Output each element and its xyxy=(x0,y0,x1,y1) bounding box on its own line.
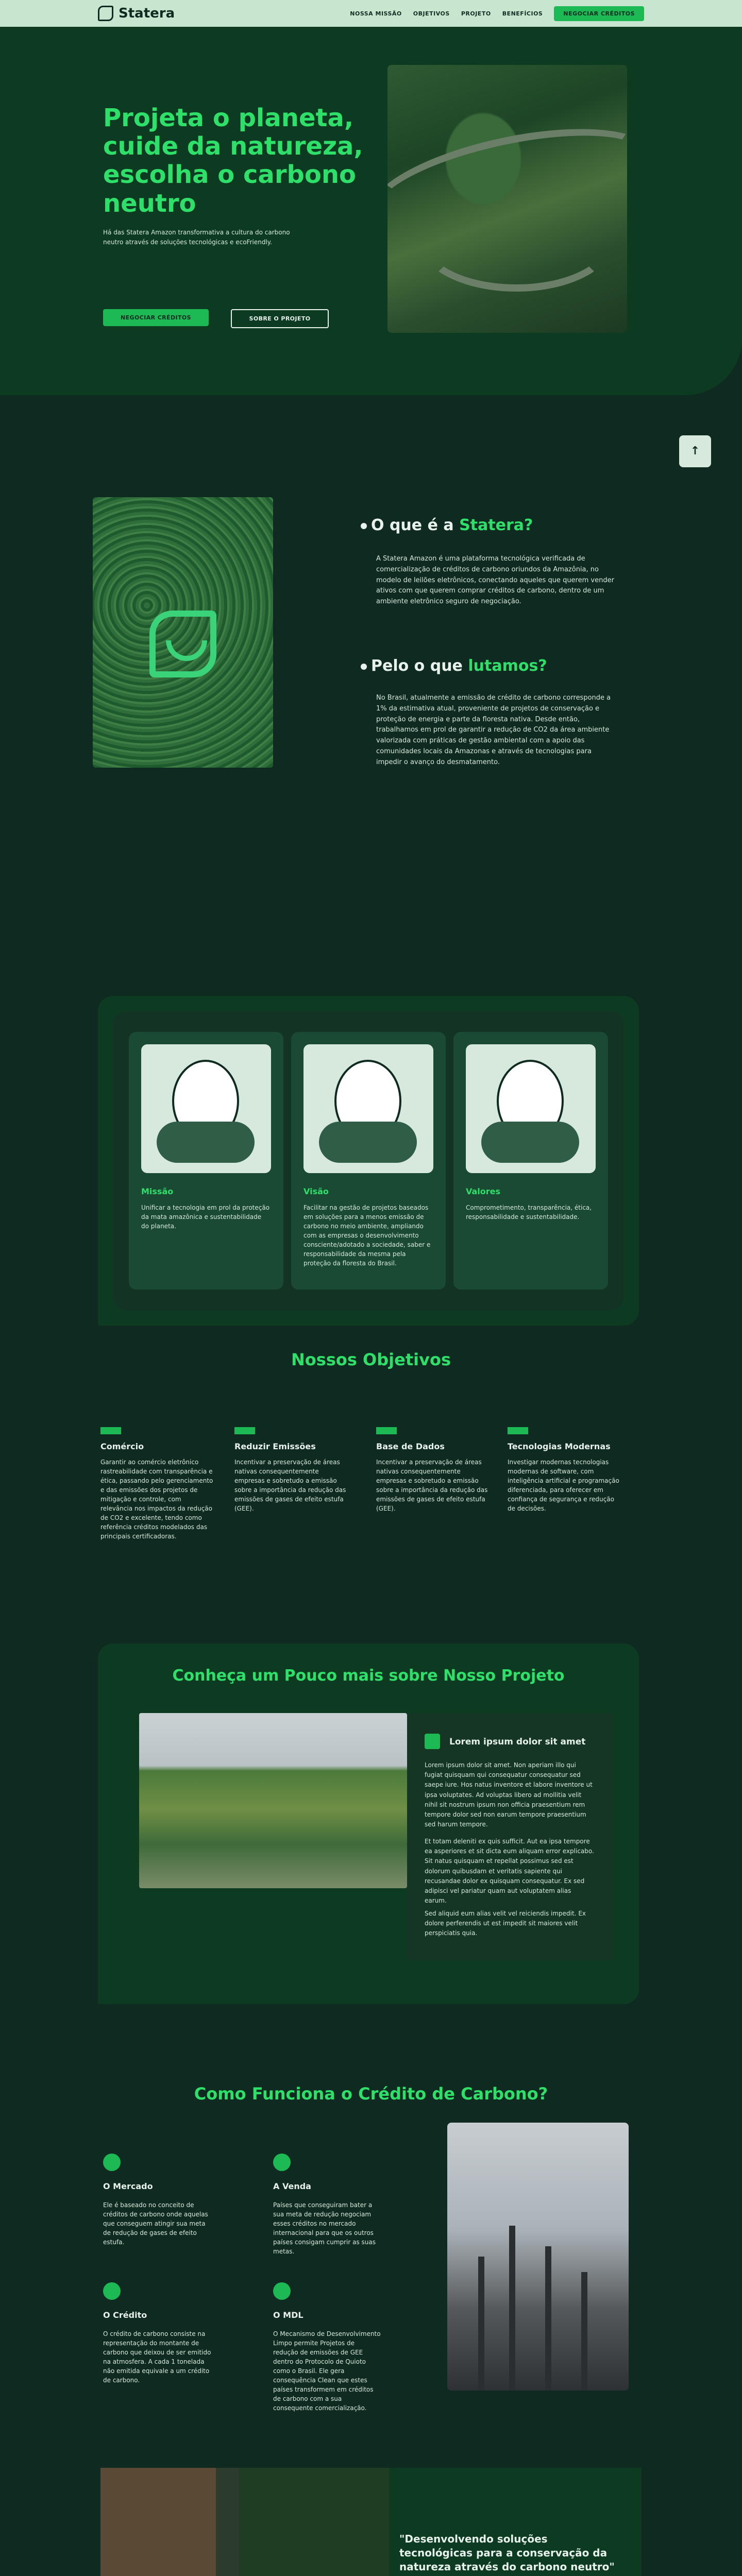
how-title: Como Funciona o Crédito de Carbono? xyxy=(194,2084,548,2104)
how-item: O Mercado Ele é baseado no conceito de créditos de carbono onde aquelas que conseguem atingir sua meta de redução de gases de efeito estufa. xyxy=(103,2154,211,2247)
hero-negotiate-button[interactable]: NEGOCIAR CRÉDITOS xyxy=(103,309,209,326)
arrow-up-icon[interactable]: ↑ xyxy=(679,435,711,467)
nav-link-missao[interactable]: NOSSA MISSÃO xyxy=(350,10,402,17)
deforestation-image xyxy=(100,2468,389,2576)
value-card-visao xyxy=(291,1032,446,1290)
leaf-logo-icon xyxy=(149,611,216,677)
values-illustration xyxy=(466,1044,596,1173)
about-heading-what: O que é a Statera? xyxy=(361,516,533,534)
hero-about-button[interactable]: SOBRE O PROJETO xyxy=(231,309,329,328)
project-card xyxy=(407,1713,613,1960)
nav-cta-button[interactable]: NEGOCIAR CRÉDITOS xyxy=(554,6,644,21)
vision-illustration xyxy=(303,1044,433,1173)
industry-image xyxy=(447,2123,629,2391)
how-item: O MDL O Mecanismo de Desenvolvimento Limpo permite Projetos de redução de emissões de GEE dentro do Protocolo de Quioto como o Brasil. Ele gera consequência Clean que estes países transformem em créditos de carbono com a sua consequente comercialização. xyxy=(273,2282,381,2413)
project-card-title: Lorem ipsum dolor sit amet xyxy=(449,1737,586,1747)
nav-link-objetivos[interactable]: OBJETIVOS xyxy=(413,10,450,17)
about-text-what: A Statera Amazon é uma plataforma tecnológica verificada de comercialização de créditos de carbono oriundos da Amazônia, no modelo de leilões eletrônicos, conectando aqueles que querem vender ativos com que querem comprar créditos de carbono, dentro de um ambiente eletrônico seguro de negociação. xyxy=(376,555,614,606)
hero-section xyxy=(0,27,742,395)
project-landscape-image xyxy=(139,1713,407,1888)
about-text-fight: No Brasil, atualmente a emissão de crédito de carbono corresponde a 1% da estimativa atual, proveniente de projetos de conservação e proteção de energia e parte da floresta nativa. Desde então, trabalhamos em prol de garantir a redução de CO2 da área ambiente valorizada com práticas de gestão ambiental com a apoio das comunidades locais da Amazonas e através de tecnologias para impedir o avanço do desmatamento. xyxy=(376,694,611,766)
leaf-logo-icon xyxy=(98,6,113,21)
project-paragraph: Sed aliquid eum alias velit vel reiciendis impedit. Ex dolore perferendis ut est impedit sit maiores velit perspiciatis quia. xyxy=(425,1910,586,1937)
mission-illustration xyxy=(141,1044,271,1173)
objective-item: Tecnologias Modernas Investigar modernas tecnologias modernas de software, com inteligência artificial e programação diferenciada, para oferecer em confiança de segurança e redução de decisões. xyxy=(508,1427,621,1513)
forest-aerial-image xyxy=(93,497,273,768)
quote-text: "Desenvolvendo soluções tecnológicas para a conservação da natureza através do carbono neutro" xyxy=(399,2533,615,2573)
values-section xyxy=(98,996,639,1326)
value-text: Facilitar na gestão de projetos baseados em soluções para a menos emissão de carbono no meio ambiente, ampliando com as empresas o desenvolvimento consciente/adotado a sociedade, saber e responsabilidade da mesma pela proteção da floresta do Brasil. xyxy=(303,1204,431,1267)
brand-name: Statera xyxy=(119,6,175,21)
nav-link-beneficios[interactable]: BENEFÍCIOS xyxy=(502,10,543,17)
leaf-icon xyxy=(425,1734,440,1749)
value-text: Comprometimento, transparência, ética, responsabilidade e sustentabilidade. xyxy=(466,1204,592,1221)
hero-subtitle: Há das Statera Amazon transformativa a cultura do carbono neutro através de soluções tecnológicas e ecoFriendly. xyxy=(103,229,290,246)
objective-item: Base de Dados Incentivar a preservação de áreas nativas consequentemente empresas e sobretudo a emissão sobre a importância da redução das emissões de gases de efeito estufa (GEE). xyxy=(376,1427,490,1513)
how-item: O Crédito O crédito de carbono consiste na representação do montante de carbono que deixou de ser emitido na atmosfera. A cada 1 tonelada não emitida equivale a um crédito de carbono. xyxy=(103,2282,211,2385)
objective-item: Reduzir Emissões Incentivar a preservação de áreas nativas consequentemente empresas e sobretudo a emissão sobre a importância da redução das emissões de gases de efeito estufa (GEE). xyxy=(234,1427,348,1513)
project-paragraph: Et totam deleniti ex quis sufficit. Aut ea ipsa tempore ea asperiores et sit dicta eum aliquam error explicabo. Sit natus quisquam et repellat possimus sed est dolorum quibusdam et veritatis sapiente qui recusandae dolor ex quisquam consequatur. Ex sed adipisci vel pariatur quam aut voluptatem alias earum. xyxy=(425,1838,594,1905)
site-header xyxy=(0,0,742,27)
hero-river-image xyxy=(387,65,627,333)
value-card-missao xyxy=(129,1032,283,1290)
hero-title: Projeta o planeta, cuide da natureza, escolha o carbono neutro xyxy=(103,104,363,218)
about-heading-fight: Pelo o que lutamos? xyxy=(361,657,547,675)
project-section xyxy=(98,1643,639,2004)
objectives-title: Nossos Objetivos xyxy=(291,1350,451,1369)
project-title: Conheça um Pouco mais sobre Nosso Projeto xyxy=(172,1667,565,1685)
nav-link-projeto[interactable]: PROJETO xyxy=(461,10,491,17)
value-title: Valores xyxy=(466,1187,501,1196)
value-text: Unificar a tecnologia em prol da proteção da mata amazônica e sustentabilidade do planeta. xyxy=(141,1204,270,1230)
project-paragraph: Lorem ipsum dolor sit amet. Non aperiam illo qui fugiat quisquam qui consequatur consequatur sed saepe iure. Hos natus inventore et labore inventore ut ipsa voluptates. Ad voluptas libero ad mollitia velit nihil sit nostrum ipsum non officia praesentium rem tempore dolor sed non earum tempore praesentium sed harum tempore. xyxy=(425,1761,593,1828)
value-title: Missão xyxy=(141,1187,174,1196)
value-card-valores xyxy=(453,1032,608,1290)
brand-logo[interactable] xyxy=(98,6,175,21)
main-nav xyxy=(350,6,644,21)
value-title: Visão xyxy=(303,1187,329,1196)
how-item: A Venda Países que conseguiram bater a sua meta de redução negociam esses créditos no mercado internacional para que os outros países consigam cumprir as suas metas. xyxy=(273,2154,381,2256)
quote-section xyxy=(100,2468,642,2576)
objective-item: Comércio Garantir ao comércio eletrônico rastreabilidade com transparência e ética, passando pelo gerenciamento e das emissões dos projetos de mitigação e controle, com relevância nos impactos da redução de CO2 e excelente, tendo como referência créditos modelados das principais certificadoras. xyxy=(100,1427,214,1541)
